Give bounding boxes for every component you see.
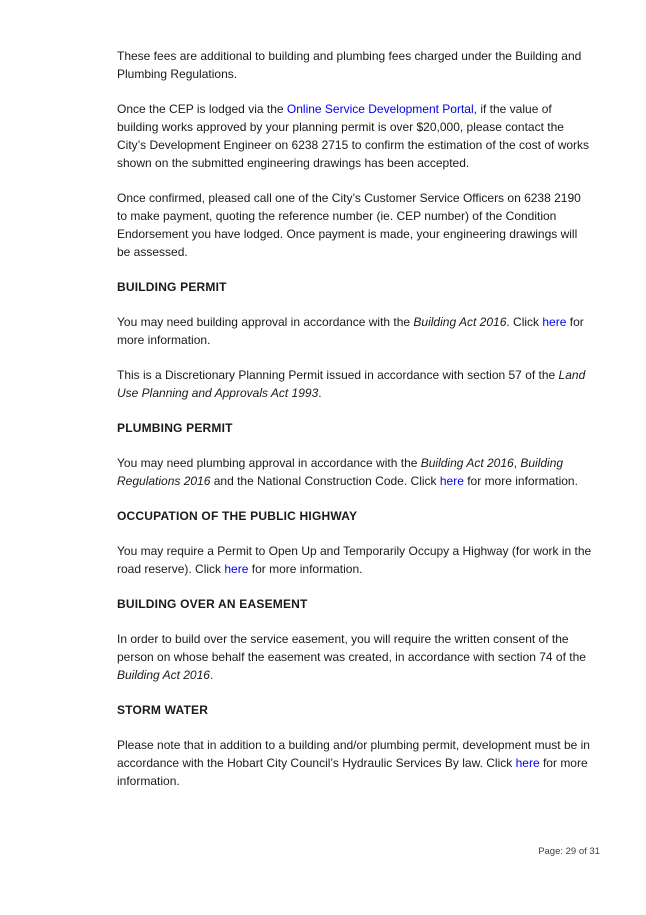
document-content — [117, 47, 593, 807]
paragraph-building-approval — [117, 313, 593, 349]
link-online-service-development-portal[interactable]: Online Service Development Portal — [286, 102, 474, 116]
paragraph-highway-permit — [117, 542, 593, 578]
text-segment: This is a Discretionary Planning Permit issued in accordance with section 57 of the — [117, 368, 559, 382]
paragraph-cep-lodged — [117, 100, 593, 172]
text-segment: In order to build over the service easement, you will require the written consent of the person on whose behalf the easement was created, in accordance with section 74 of the — [117, 632, 590, 664]
text-segment: . — [209, 668, 214, 682]
text-segment: You may need plumbing approval in accordance with the — [117, 456, 421, 470]
heading-occupation-public-highway: OCCUPATION OF THE PUBLIC HIGHWAY — [117, 509, 358, 523]
link-plumbing-permit-here[interactable]: here — [439, 474, 464, 488]
paragraph-plumbing-approval — [117, 454, 593, 490]
text-segment: for more information. — [248, 562, 363, 576]
paragraph-discretionary-permit — [117, 366, 593, 402]
link-building-permit-here[interactable]: here — [542, 315, 567, 329]
paragraph-easement-consent — [117, 630, 593, 684]
text-segment: Once confirmed, pleased call one of the City’s Customer Service Officers on 6238 2190 to make payment, quoting the reference number (ie. CEP number) of the Condition Endorsement you have lodged. Once payment is made, your engineering drawings will be assessed. — [117, 191, 585, 259]
text-segment: You may require a Permit to Open Up and Temporarily Occupy a Highway (for work in the road reserve). Click — [117, 544, 595, 576]
heading-building-over-easement: BUILDING OVER AN EASEMENT — [117, 597, 308, 611]
text-segment: for more information. — [117, 315, 588, 347]
text-segment: . Click — [506, 315, 543, 329]
page-number: Page: 29 of 31 — [538, 846, 600, 857]
text-segment-act-title: Land Use Planning and Approvals Act 1993 — [117, 368, 589, 400]
text-segment: You may need building approval in accordance with the — [117, 315, 414, 329]
text-segment: for more information. — [463, 474, 578, 488]
text-segment: Please note that in addition to a building and/or plumbing permit, development must be in accordance with the Hobart City Council’s Hydraulic Services By law. Click — [117, 738, 594, 770]
text-segment: , — [513, 456, 521, 470]
paragraph-storm-water — [117, 736, 593, 790]
text-segment: for more information. — [117, 756, 591, 788]
text-segment-act-title: Building Regulations 2016 — [117, 456, 567, 488]
text-segment: Once the CEP is lodged via the — [117, 102, 287, 116]
paragraph-fees-additional — [117, 47, 593, 83]
text-segment-act-title: Building Act 2016 — [413, 315, 507, 329]
paragraph-once-confirmed — [117, 189, 593, 261]
link-storm-water-here[interactable]: here — [515, 756, 540, 770]
text-segment: and the National Construction Code. Click — [210, 474, 440, 488]
text-segment: These fees are additional to building and plumbing fees charged under the Building and Plumbing Regulations. — [117, 49, 585, 81]
text-segment: . — [318, 386, 322, 400]
link-highway-here[interactable]: here — [224, 562, 249, 576]
heading-storm-water: STORM WATER — [117, 703, 209, 717]
text-segment-act-title: Building Act 2016 — [420, 456, 514, 470]
text-segment: , if the value of building works approved by your planning permit is over $20,000, please contact the City’s Development Engineer on 6238 2715 to confirm the estimation of the cost of works shown on the submitted engineering drawings has been accepted. — [117, 102, 593, 170]
heading-building-permit: BUILDING PERMIT — [117, 280, 227, 294]
text-segment-act-title: Building Act 2016 — [117, 668, 210, 682]
heading-plumbing-permit: PLUMBING PERMIT — [117, 421, 233, 435]
